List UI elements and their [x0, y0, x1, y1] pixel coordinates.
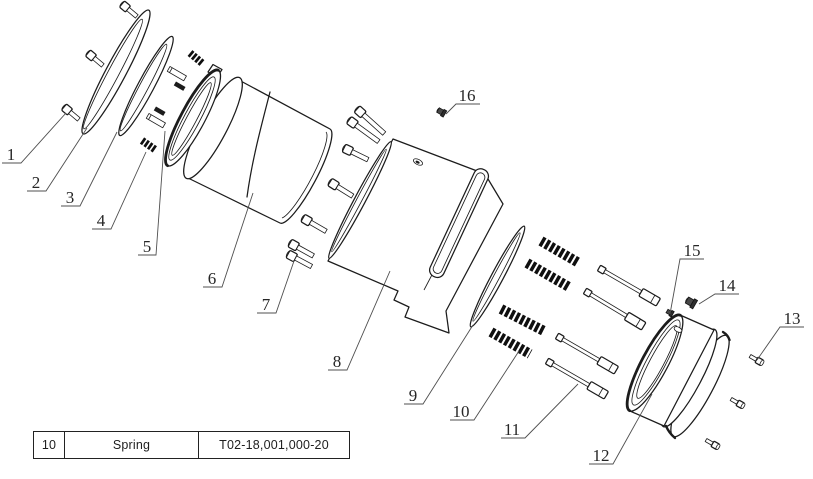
callout-15: 15 [683, 241, 701, 260]
callout-12: 12 [592, 446, 610, 465]
callout-6: 6 [207, 269, 217, 288]
parts-table-part-name: Spring [64, 432, 198, 458]
leader-15 [670, 259, 704, 314]
callout-5: 5 [142, 237, 152, 256]
leader-14 [699, 294, 739, 304]
parts-table-item-no: 10 [41, 438, 57, 452]
callout-7: 7 [261, 295, 271, 314]
leader-16 [446, 104, 480, 114]
part-7-screws [285, 239, 315, 271]
callout-13: 13 [783, 309, 801, 328]
leader-13 [757, 327, 804, 360]
parts-table-part-number: T02-18,001,000-20 [198, 432, 349, 458]
callout-8: 8 [332, 352, 342, 371]
callout-9: 9 [408, 386, 418, 405]
part-14-nut [684, 295, 698, 308]
callout-11: 11 [503, 420, 521, 439]
part-16-pin [436, 107, 447, 118]
callout-1: 1 [6, 145, 16, 164]
parts-table [33, 431, 350, 459]
callout-16: 16 [458, 86, 476, 105]
part-8-main-body [324, 139, 503, 333]
callout-2: 2 [31, 173, 41, 192]
callout-14: 14 [718, 276, 736, 295]
callout-4: 4 [96, 211, 106, 230]
callout-3: 3 [65, 188, 75, 207]
callout-10: 10 [452, 402, 470, 421]
